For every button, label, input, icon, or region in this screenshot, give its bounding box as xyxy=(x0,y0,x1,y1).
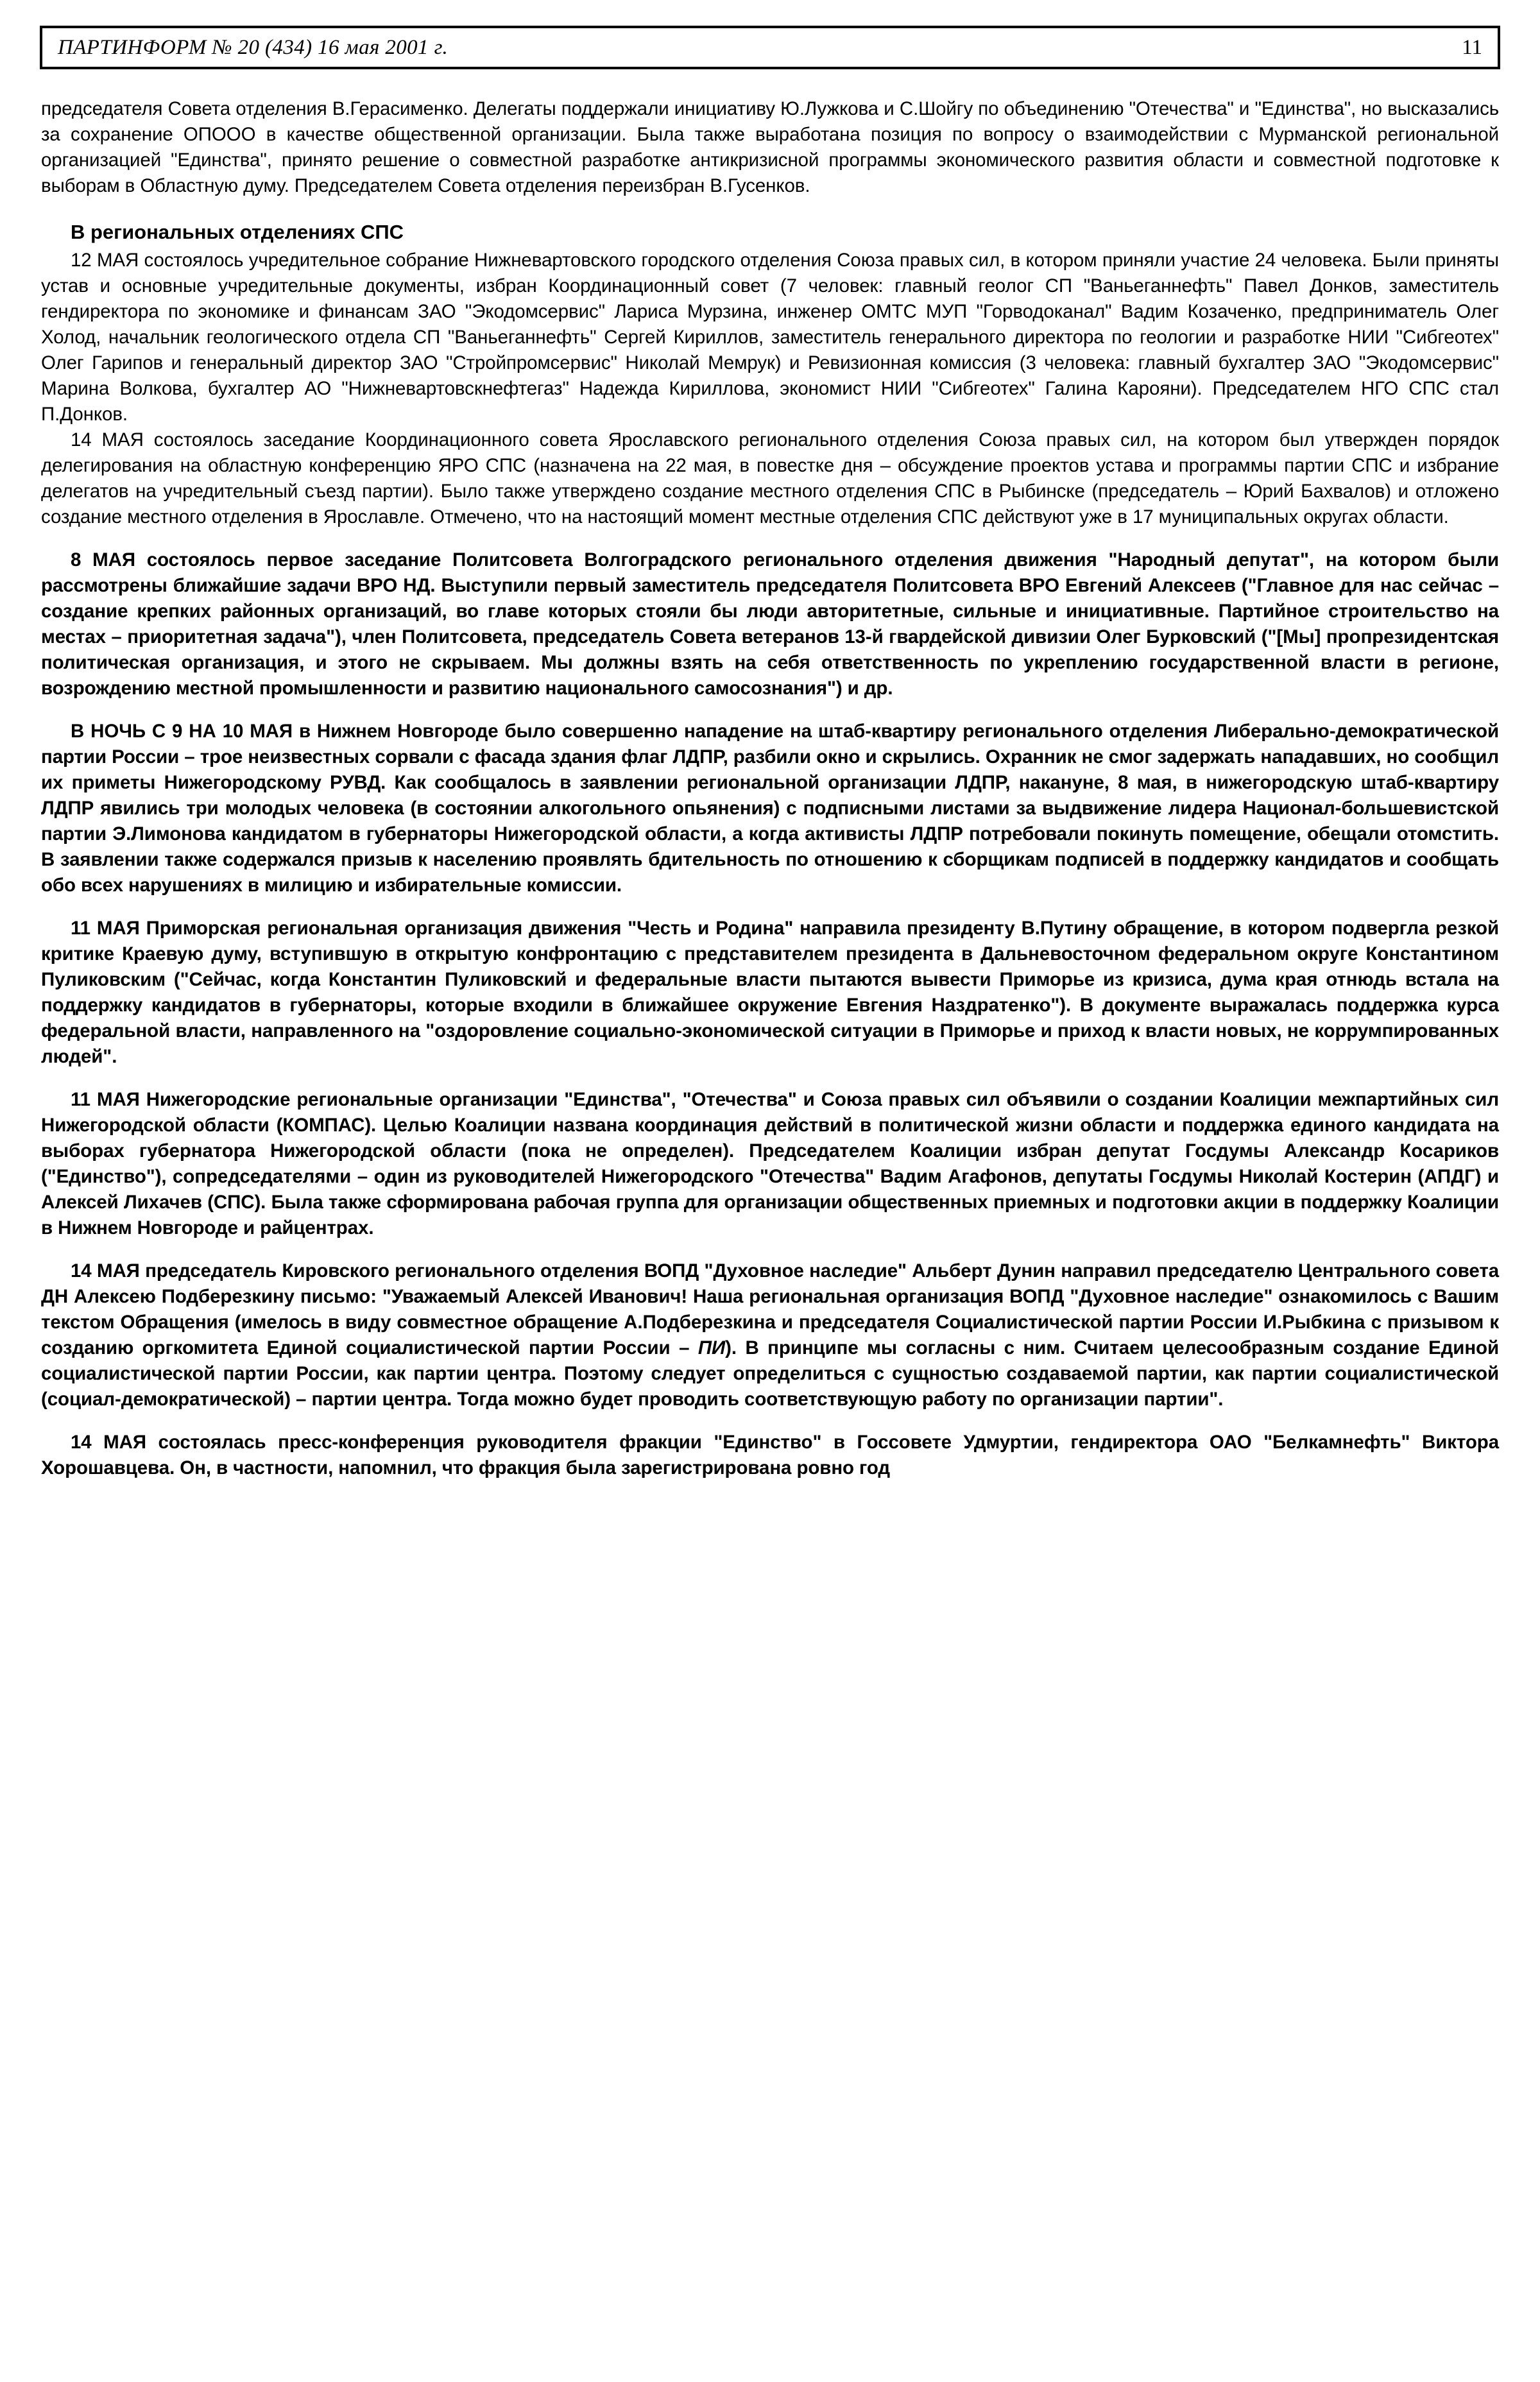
document-body xyxy=(40,96,1500,1481)
paragraph-dunin xyxy=(41,1258,1499,1412)
dunin-text-part1: 14 МАЯ председатель Кировского регионального отделения ВОПД "Духовное наследие" Альберт Дунин направил председателю Центрального совета ДН Алексею Подберезкину письмо: "Уважаемый Алексей Иванович! Наша региональная организация ВОПД "Духовное наследие" ознакомилось с Вашим текстом Обращения (имелось в виду совместное обращение А.Подберезкина и председателя Социалистической партии России И.Рыбкина с призывом к созданию оргкомитета Единой социалистической партии России – xyxy=(41,1260,1499,1358)
dunin-italic-note: ПИ xyxy=(697,1337,726,1358)
dunin-text-part2: ). В принципе мы согласны с ним. Считаем целесообразным создание Единой социалистической партии России, как партии центра. Поэтому следует определиться с сущностью создаваемой партии, как партии социалистической (социал-демократической) – партии центра. Тогда можно будет проводить соответствующую работу по организации партии". xyxy=(41,1337,1499,1410)
paragraph-primorye: 11 МАЯ Приморская региональная организация движения "Честь и Родина" направила президенту В.Путину обращение, в котором подвергла резкой критике Краевую думу, вступившую в открытую конфронтацию с представителем президента в Дальневосточном федеральном округе Константином Пуликовским ("Сейчас, когда Константин Пуликовский и федеральные власти пытаются вывести Приморье из кризиса, дума края отнюдь встала на поддержку кандидатов в губернаторы, которые входили в ближайшее окружение Евгения Наздратенко"). В документе выражалась поддержка курса федеральной власти, направленного на "оздоровление социально-экономической ситуации в Приморье и приход к власти новых, не коррумпированных людей". xyxy=(41,918,1499,1067)
paragraph-ldpr: В НОЧЬ С 9 НА 10 МАЯ в Нижнем Новгороде было совершенно нападение на штаб-квартиру регионального отделения Либерально-демократической партии России – трое неизвестных сорвали с фасада здания флаг ЛДПР, разбили окно и скрылись. Охранник не смог задержать нападавших, но сообщил их приметы Нижегородскому РУВД. Как сообщалось в заявлении региональной организации ЛДПР, накануне, 8 мая, в нижегородскую штаб-квартиру ЛДПР явились три молодых человека (в состоянии алкогольного опьянения) с подписными листами за выдвижение лидера Национал-большевистской партии Э.Лимонова кандидатом в губернаторы Нижегородской области, а когда активисты ЛДПР потребовали покинуть помещение, обещали отомстить. В заявлении также содержался призыв к населению проявлять бдительность по отношению к сборщикам подписей в поддержку кандидатов и сообщать обо всех нарушениях в милицию и избирательные комиссии. xyxy=(41,721,1499,896)
intro-paragraph: председателя Совета отделения В.Герасименко. Делегаты поддержали инициативу Ю.Лужкова и С.Шойгу по объединению "Отечества" и "Единства", но высказались за сохранение ОПООО в качестве общественной организации. Была также выработана позиция по вопросу о взаимодействии с Мурманской региональной организацией "Единства", принято решение о совместной разработке антикризисной программы экономического развития области и совместной подготовке к выборам в Областную думу. Председателем Совета отделения переизбран В.Гусенков. xyxy=(41,98,1499,196)
paragraph-volgograd: 8 МАЯ состоялось первое заседание Политсовета Волгоградского регионального отделения движения "Народный депутат", на котором были рассмотрены ближайшие задачи ВРО НД. Выступили первый заместитель председателя Политсовета ВРО Евгений Алексеев ("Главное для нас сейчас – создание крепких районных организаций, во главе которых стояли бы люди авторитетные, сильные и инициативные. Партийное строительство на местах – приоритетная задача"), член Политсовета, председатель Совета ветеранов 13-й гвардейской дивизии Олег Бурковский ("[Мы] пропрезидентская политическая организация, и этого не скрываем. Мы должны взять на себя ответственность по укреплению государственной власти в регионе, возрождению местной промышленности и развитию национального самосознания") и др. xyxy=(41,549,1499,699)
paragraph-udmurtia: 14 МАЯ состоялась пресс-конференция руководителя фракции "Единство" в Госсовете Удмуртии, гендиректора ОАО "Белкамнефть" Виктора Хорошавцева. Он, в частности, напомнил, что фракция была зарегистрирована ровно год xyxy=(41,1432,1499,1478)
paragraph-sps-2: 14 МАЯ состоялось заседание Координационного совета Ярославского регионального отделения Союза правых сил, на котором был утвержден порядок делегирования на областную конференцию ЯРО СПС (назначена на 22 мая, в повестке дня – обсуждение проектов устава и программы партии СПС и избрание делегатов на учредительный съезд партии). Было также утверждено создание местного отделения СПС в Рыбинске (председатель – Юрий Бахвалов) и отложено создание местного отделения в Ярославле. Отмечено, что на настоящий момент местные отделения СПС действуют уже в 17 муниципальных округах области. xyxy=(41,429,1499,527)
page-header xyxy=(40,26,1500,69)
publication-title: ПАРТИНФОРМ № 20 (434) 16 мая 2001 г. xyxy=(58,35,449,59)
paragraph-sps-1: 12 МАЯ состоялось учредительное собрание Нижневартовского городского отделения Союза правых сил, в котором приняли участие 24 человека. Были приняты устав и основные учредительные документы, избран Координационный совет (7 человек: главный геолог СП "Ваньеганнефть" Павел Донков, заместитель гендиректора по экономике и финансам ЗАО "Экодомсервис" Лариса Мурзина, инженер ОМТС МУП "Горводоканал" Вадим Козаченко, предприниматель Олег Холод, начальник геологического отдела СП "Ваньеганнефть" Сергей Кириллов, заместитель генерального директора по геологии и разработке НИИ "Сибгеотех" Олег Гарипов и генеральный директор ЗАО "Стройпромсервис" Николай Мемрук) и Ревизионная комиссия (3 человека: главный бухгалтер ЗАО "Экодомсервис" Марина Волкова, бухгалтер АО "Нижневартовскнефтегаз" Надежда Кириллова, экономист НИИ "Сибгеотех" Галина Карояни). Председателем НГО СПС стал П.Донков. xyxy=(41,250,1499,425)
paragraph-kompas: 11 МАЯ Нижегородские региональные организации "Единства", "Отечества" и Союза правых сил объявили о создании Коалиции межпартийных сил Нижегородской области (КОМПАС). Целью Коалиции названа координация действий в политической жизни области и поддержка единого кандидата на выборах губернатора Нижегородской области (пока не определен). Председателем Коалиции избран депутат Госдумы Александр Косариков ("Единство"), сопредседателями – один из руководителей Нижегородского "Отечества" Вадим Агафонов, депутаты Госдумы Николай Костерин (АПДГ) и Алексей Лихачев (СПС). Была также сформирована рабочая группа для организации общественных приемных и подготовки акции в поддержку Коалиции в Нижнем Новгороде и райцентрах. xyxy=(41,1089,1499,1238)
page-number: 11 xyxy=(1462,35,1482,59)
section-heading: В региональных отделениях СПС xyxy=(71,221,404,243)
